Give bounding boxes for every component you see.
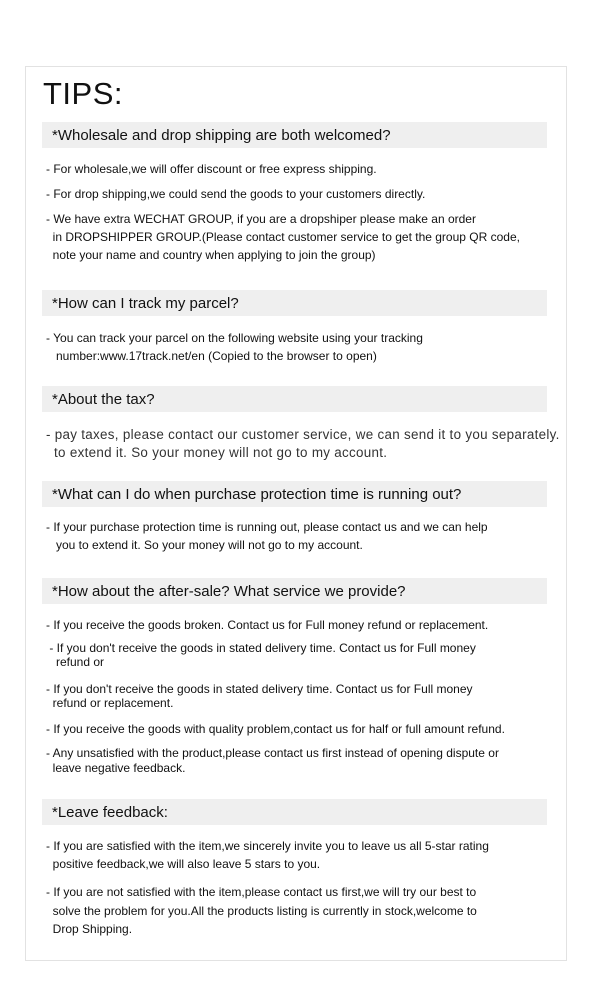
section-heading: *Leave feedback: bbox=[52, 804, 168, 821]
section-header-tracking bbox=[42, 290, 547, 316]
section-line: - If you are not satisfied with the item,please contact us first,we will try our best to bbox=[46, 885, 477, 899]
section-line: - If you are satisfied with the item,we sincerely invite you to leave us all 5-star rating bbox=[46, 839, 489, 853]
section-line: - If you don't receive the goods in stated delivery time. Contact us for Full money bbox=[46, 682, 473, 696]
section-line: in DROPSHIPPER GROUP.(Please contact customer service to get the group QR code, bbox=[46, 230, 520, 244]
section-line: - You can track your parcel on the following website using your tracking bbox=[46, 331, 423, 345]
section-header-wholesale bbox=[42, 122, 547, 148]
section-line: - For drop shipping,we could send the goods to your customers directly. bbox=[46, 187, 426, 201]
section-header-after-sale bbox=[42, 578, 547, 604]
section-heading: *How about the after-sale? What service we provide? bbox=[52, 583, 406, 600]
section-line: - pay taxes, please contact our customer service, we can send it to you separately. bbox=[46, 427, 560, 442]
section-header-protection bbox=[42, 481, 547, 507]
section-line: Drop Shipping. bbox=[46, 922, 133, 936]
page-title: TIPS: bbox=[43, 76, 124, 111]
section-line: you to extend it. So your money will not go to my account. bbox=[46, 538, 363, 552]
section-line: leave negative feedback. bbox=[46, 761, 186, 775]
section-heading: *How can I track my parcel? bbox=[52, 295, 239, 312]
section-line: refund or bbox=[46, 655, 105, 669]
section-line: - If you receive the goods with quality problem,contact us for half or full amount refund. bbox=[46, 722, 505, 736]
section-line: - If you don't receive the goods in stated delivery time. Contact us for Full money bbox=[46, 641, 476, 655]
section-line: - If your purchase protection time is running out, please contact us and we can help bbox=[46, 520, 488, 534]
section-line: - For wholesale,we will offer discount or free express shipping. bbox=[46, 162, 377, 176]
section-heading: *Wholesale and drop shipping are both welcomed? bbox=[52, 127, 391, 144]
section-heading: *What can I do when purchase protection time is running out? bbox=[52, 486, 462, 503]
section-heading: *About the tax? bbox=[52, 391, 155, 408]
section-line: solve the problem for you.All the products listing is currently in stock,welcome to bbox=[46, 904, 477, 918]
section-header-tax bbox=[42, 386, 547, 412]
section-line: number:www.17track.net/en (Copied to the browser to open) bbox=[46, 349, 377, 363]
section-line: positive feedback,we will also leave 5 stars to you. bbox=[46, 857, 321, 871]
section-line: - Any unsatisfied with the product,please contact us first instead of opening dispute or bbox=[46, 746, 499, 760]
section-line: note your name and country when applying to join the group) bbox=[46, 248, 376, 262]
section-header-feedback bbox=[42, 799, 547, 825]
section-line: refund or replacement. bbox=[46, 696, 174, 710]
section-line: - We have extra WECHAT GROUP, if you are a dropshiper please make an order bbox=[46, 212, 476, 226]
section-line: - If you receive the goods broken. Contact us for Full money refund or replacement. bbox=[46, 618, 489, 632]
section-line: to extend it. So your money will not go to my account. bbox=[46, 445, 388, 460]
